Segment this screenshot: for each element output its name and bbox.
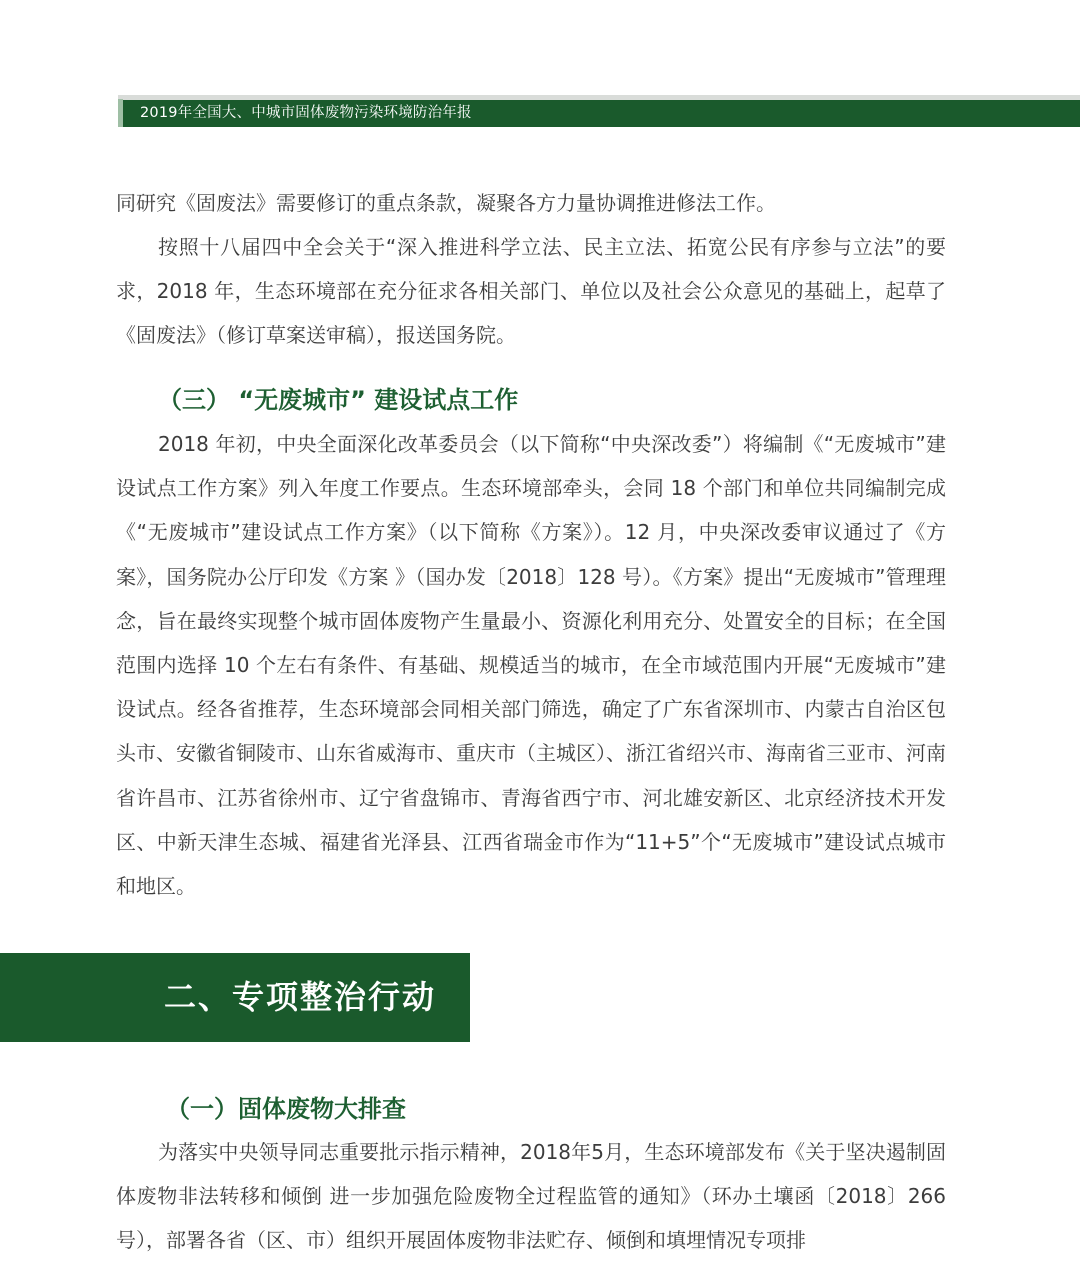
paragraph-no-waste-city: 2018 年初，中央全面深化改革委员会（以下简称“中央深改委”）将编制《“无废城市”建设试点工作方案》列入年度工作要点。生态环境部牵头，会同 18 个部门和单位共同编制完成《“无废城市”建设试点工作方案》（以下简称《方案》）。12 月，中央深改委审议通过了《方案》，国务院办公厅印发《方案 》（国办发〔2018〕128 号）。《方案》提出“无废城市”管理理念，旨在最终实现整个城市固体废物产生量最小、资源化利用充分、处置安全的目标；在全国范围内选择 10 个左右有条件、有基础、规模适当的城市，在全市域范围内开展“无废城市”建设试点。经各省推荐，生态环境部会同相关部门筛选，确定了广东省深圳市、内蒙古自治区包头市、安徽省铜陵市、山东省威海市、重庆市（主城区）、浙江省绍兴市、海南省三亚市、河南省许昌市、江苏省徐州市、辽宁省盘锦市、青海省西宁市、河北雄安新区、北京经济技术开发区、中新天津生态城、福建省光泽县、江西省瑞金市作为“11+5”个“无废城市”建设试点城市和地区。 — [116, 432, 946, 899]
running-header — [118, 99, 1080, 127]
paragraph-drafting: 按照十八届四中全会关于“深入推进科学立法、民主立法、拓宽公民有序参与立法”的要求，2018 年，生态环境部在充分征求各相关部门、单位以及社会公众意见的基础上，起草了《固废法》（修订草案送审稿），报送国务院。 — [116, 235, 946, 348]
chapter-title: 二、专项整治行动 — [164, 978, 437, 1016]
paragraph-survey: 为落实中央领导同志重要批示指示精神，2018年5月，生态环境部发布《关于坚决遏制固体废物非法转移和倾倒 进一步加强危险废物全过程监管的通知》（环办土壤函〔2018〕266号），部署各省（区、市）组织开展固体废物非法贮存、倾倒和填埋情况专项排 — [116, 1140, 946, 1253]
report-title: 2019年全国大、中城市固体废物污染环境防治年报 — [140, 105, 472, 121]
header-accent-tick — [118, 99, 123, 127]
section-heading-survey: （一）固体废物大排查 — [166, 1095, 406, 1123]
chapter-banner — [0, 953, 470, 1042]
header-grey-strip — [118, 95, 1080, 100]
paragraph-continuation: 同研究《固废法》需要修订的重点条款，凝聚各方力量协调推进修法工作。 — [116, 191, 776, 215]
section-heading-no-waste-city: （三） “无废城市” 建设试点工作 — [158, 386, 519, 414]
